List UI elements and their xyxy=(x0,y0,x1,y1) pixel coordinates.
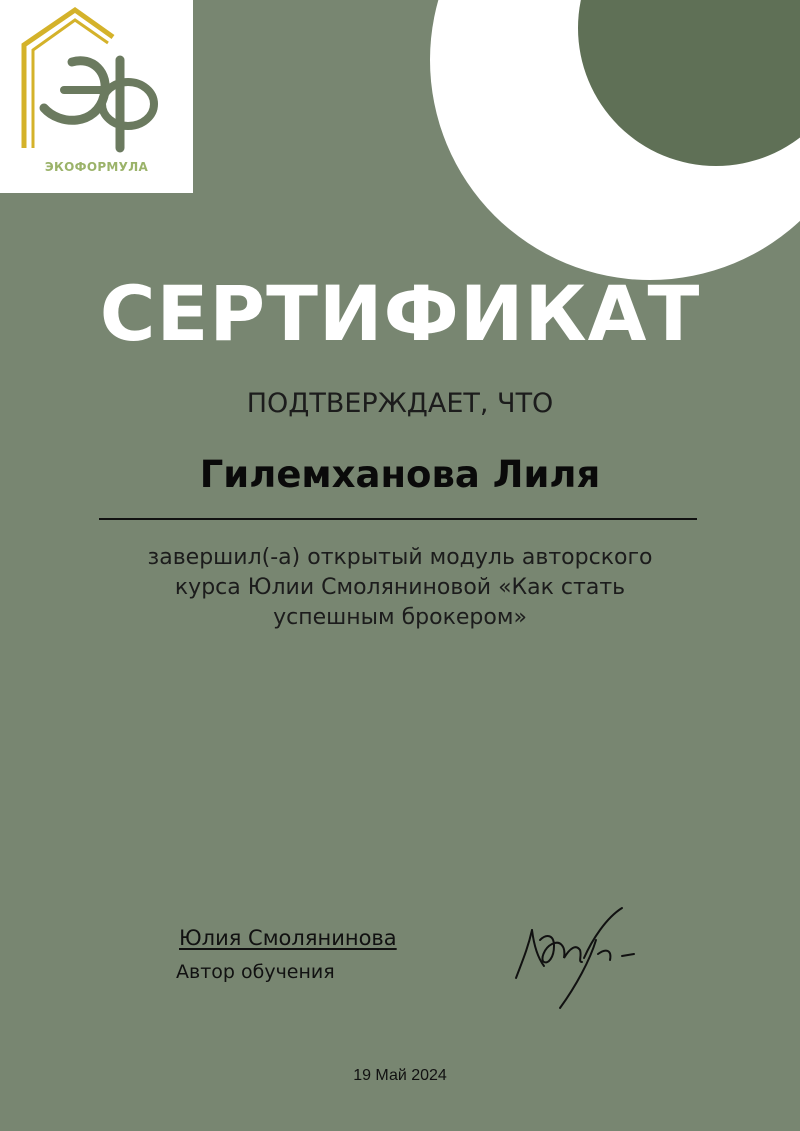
confirms-text: ПОДТВЕРЖДАЕТ, ЧТО xyxy=(246,388,554,419)
author-signature xyxy=(510,900,640,1015)
name-underline xyxy=(99,518,697,520)
certificate-title: СЕРТИФИКАТ xyxy=(99,269,701,358)
logo xyxy=(0,0,193,193)
author-role: Автор обучения xyxy=(176,961,335,983)
author-name: Юлия Смолянинова xyxy=(179,926,397,950)
issue-date: 19 Май 2024 xyxy=(353,1067,447,1084)
logo-caption: ЭКОФОРМУЛА xyxy=(44,160,149,174)
recipient-name: Гилемханова Лиля xyxy=(199,453,601,496)
course-description: завершил(-а) открытый модуль авторского курса Юлии Смоляниновой «Как стать успешным брокером» xyxy=(147,545,653,630)
